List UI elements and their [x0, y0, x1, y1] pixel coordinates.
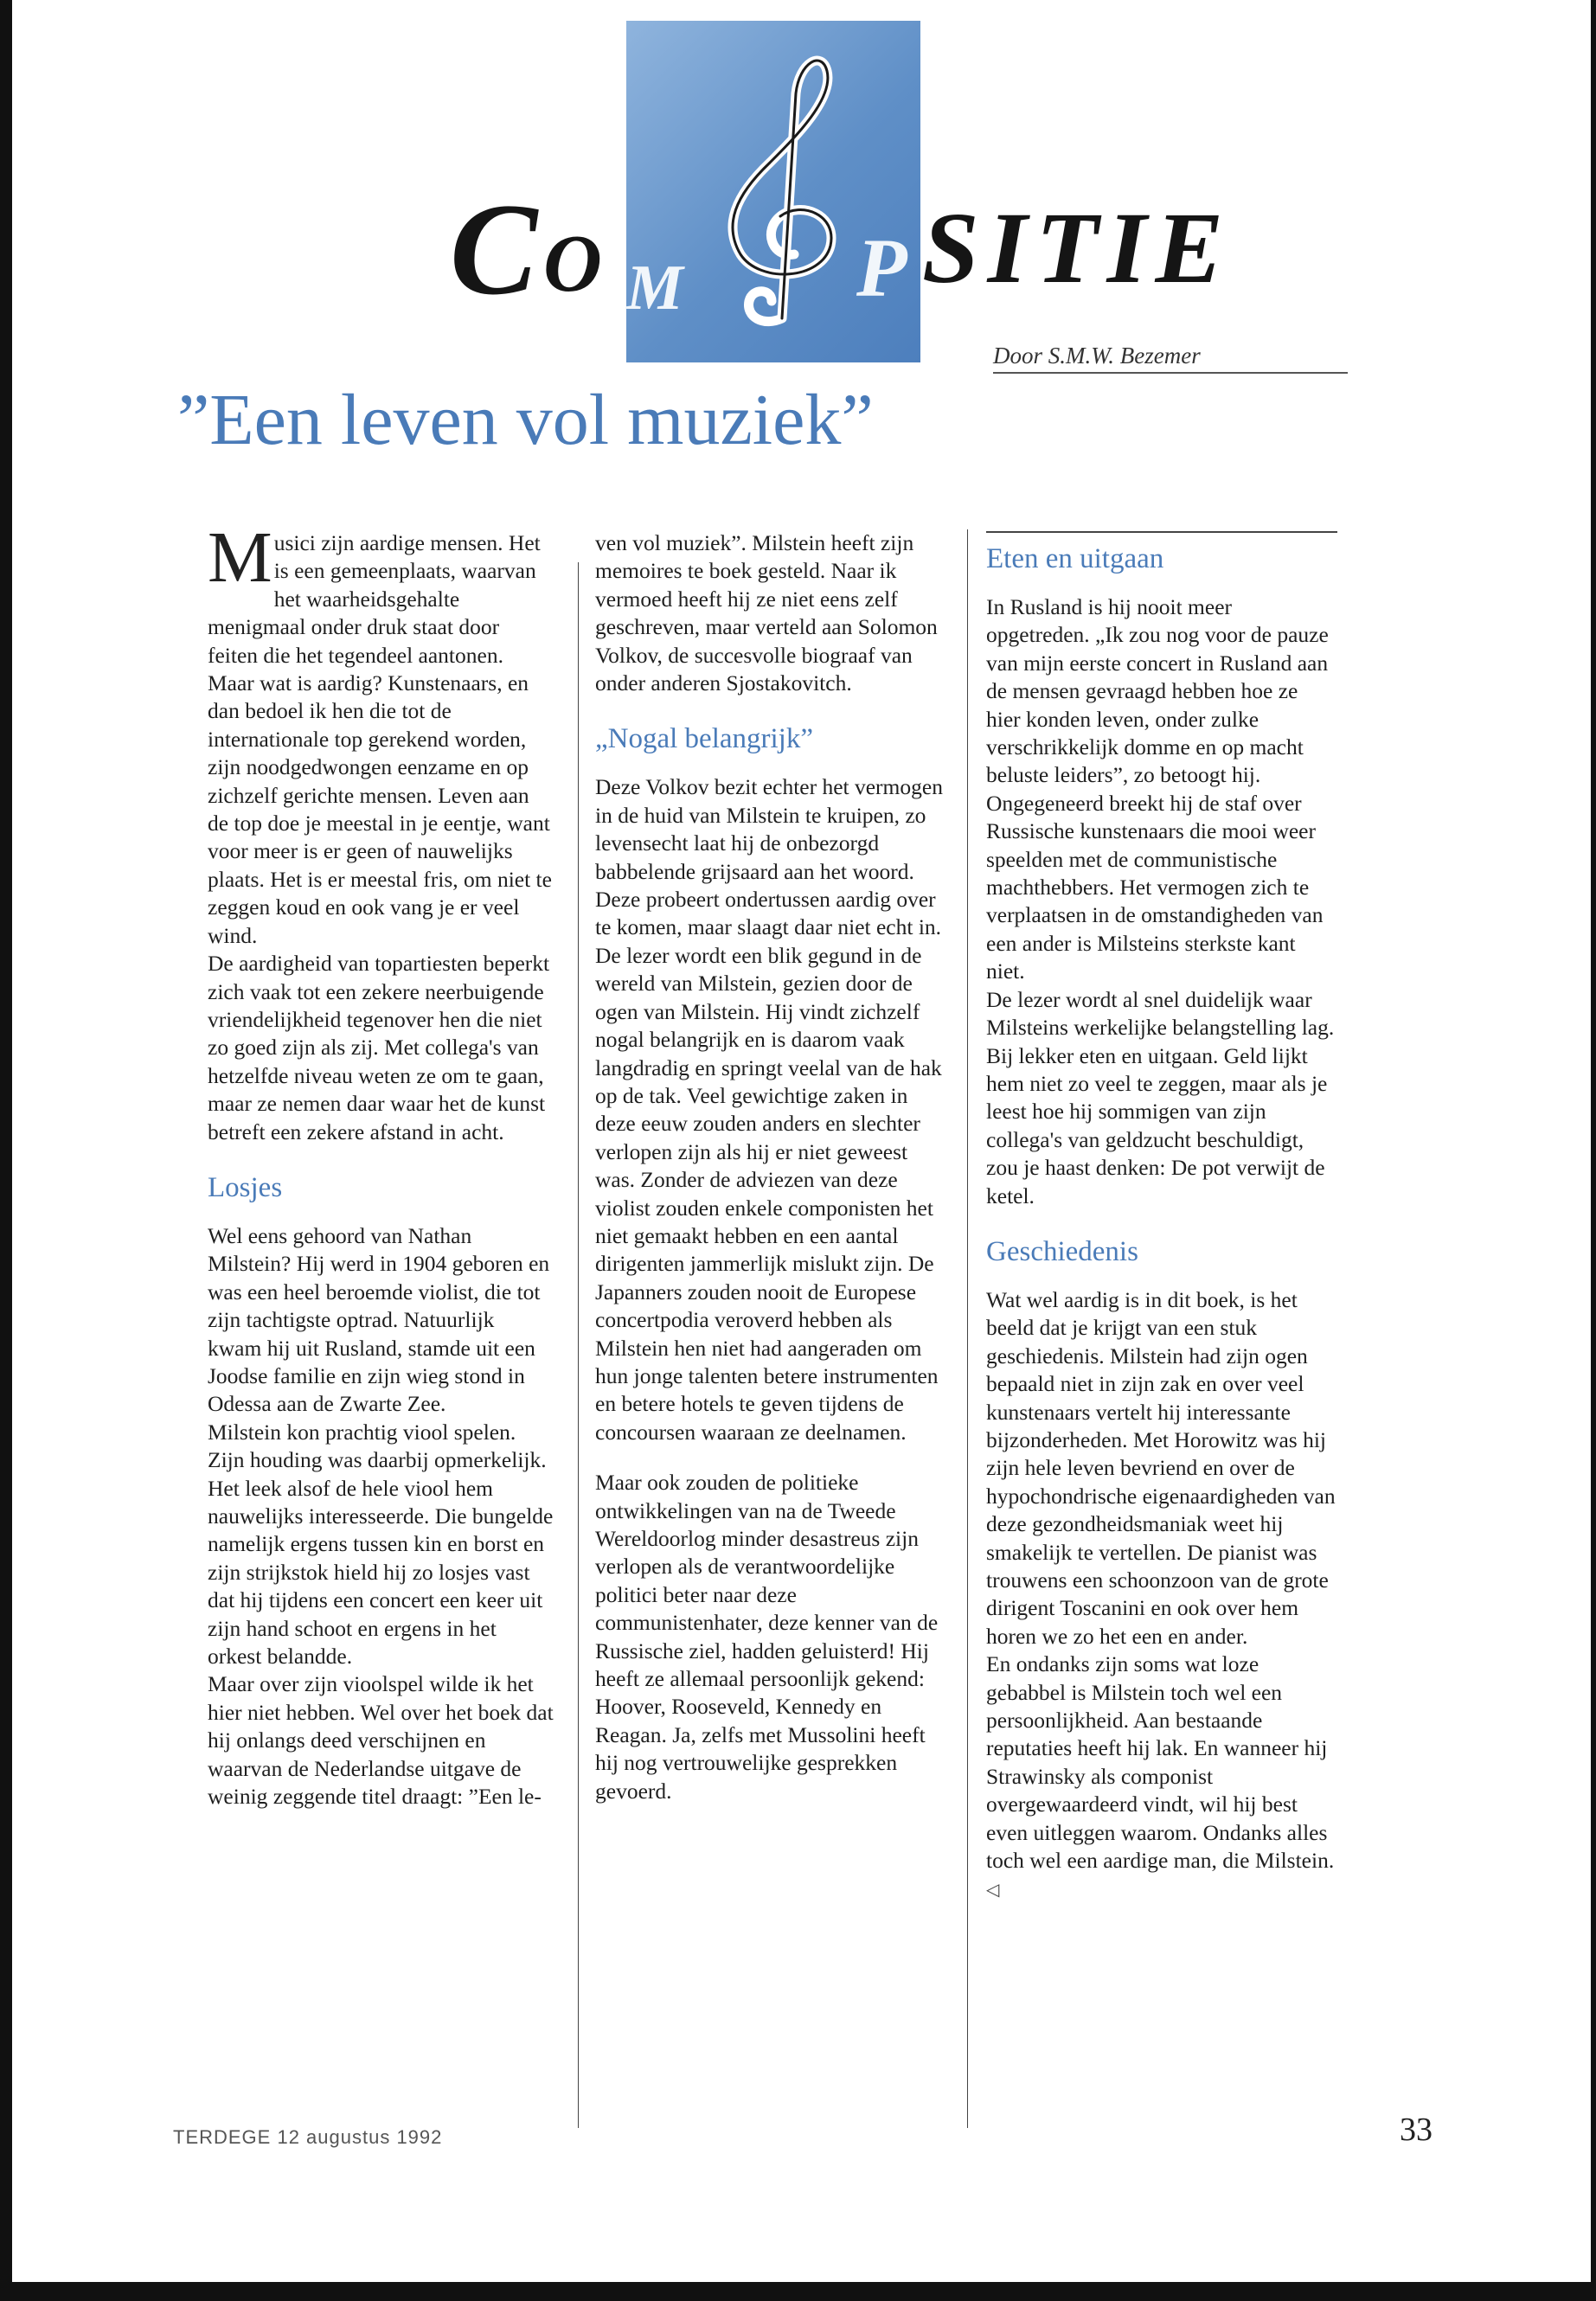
paragraph: Wat wel aardig is in dit boek, is het beeld dat je krijgt van een stuk geschiedenis. Milstein had zijn ogen bepaald niet in zijn zak en over veel kunstenaars vertelt hij interessante bijzonderheden. Met Horowitz was hij zijn hele leven bevriend en over de hypochondrische eigenaardigheden van deze gezondheidsmaniak weet hij smakelijk te vertellen. De pianist was trouwens een schoonzoon van de grote dirigent Toscanini en ook over hem horen we zo het een en ander. — [986, 1286, 1336, 1649]
end-mark-icon: ◁ — [986, 1881, 1000, 1900]
title-letter-m: M — [626, 253, 683, 324]
paragraph: En ondanks zijn soms wat loze gebabbel is Milstein toch wel een persoonlijkheid. Aan bestaande reputaties heeft hij lak. En wanneer hij Strawinsky als componist overgewaardeerd vindt, wil hij best even uitleggen waarom. Ondanks alles toch wel een aardige man, die Milstein. ◁ — [986, 1651, 1335, 1900]
paragraph: In Rusland is hij nooit meer opgetreden. „Ik zou nog voor de pauze van mijn eerste concert in Rusland aan de mensen gevraagd hebben hoe ze hier konden leven, onder zulke verschrikkelijk domme en op macht beluste leiders”, zo betoogt hij. Ongegeneerd breekt hij de staf over Russische kunstenaars die mooi weer speelden met de communistische machthebbers. Het vermogen zich te verplaatsen in de omstandigheden van een ander is Milsteins sterkste kant niet. — [986, 594, 1329, 984]
subheading-eten-en-uitgaan: Eten en uitgaan — [986, 543, 1164, 574]
title-letters-sitie: SITIE — [922, 191, 1233, 304]
paragraph: De aardigheid van topartiesten beperkt zich vaak tot een zekere neerbuigende vriendelijkheid tegenover hen die niet zo goed zijn als zij. Met collega's van hetzelfde niveau weten ze om te gaan, maar ze nemen daar waar het de kunst betreft een zekere afstand in acht. — [208, 951, 550, 1144]
article-column-3 — [986, 529, 1337, 1905]
article-column-1 — [208, 517, 554, 1811]
paragraph: Deze Volkov bezit echter het vermogen in de huid van Milstein te kruipen, zo levensecht laat hij de onbezorgd babbelende grijsaard aan het woord. Deze probeert ondertussen aardig over te komen, maar slaagt daar niet echt in. De lezer wordt een blik gegund in de wereld van Milstein, gezien door de ogen van Milstein. Hij vindt zichzelf nogal belangrijk en is daarom vaak langdradig en springt veelal van de hak op de tak. Veel gewichtige zaken in deze eeuw zouden anders en slechter verlopen zijn als hij er niet geweest was. Zonder de adviezen van deze violist zouden enkele componisten het niet gemaakt hebben en een aantal dirigenten jammerlijk mislukt zijn. De Japanners zouden nooit de Europese concertpodia veroverd hebben als Milstein hen niet had aangeraden om hun jonge talenten betere instrumenten en betere hotels te geven tijdens de concoursen waaraan ze deelnamen. — [595, 774, 943, 1445]
subheading-nogal-belangrijk: „Nogal belangrijk” — [595, 723, 813, 755]
paragraph: De lezer wordt al snel duidelijk waar Milsteins werkelijke belangstelling lag. Bij lekker eten en uitgaan. Geld lijkt hem niet zo veel te zeggen, maar als je leest hoe hij sommigen van zijn collega's van geldzucht beschuldigt, zou je haast denken: De pot verwijt de ketel. — [986, 986, 1335, 1208]
paragraph: Maar ook zouden de politieke ontwikkelingen van na de Tweede Wereldoorlog minder desastreus zijn verlopen als de verantwoordelijke politici beter naar deze communistenhater, deze kenner van de Russische ziel, hadden geluisterd! Hij heeft ze allemaal persoonlijk gekend: Hoover, Rooseveld, Kennedy en Reagan. Ja, zelfs met Mussolini heeft hij nog vertrouwelijke gesprekken gevoerd. — [595, 1470, 939, 1804]
drop-cap: M — [208, 517, 272, 598]
subheading-geschiedenis: Geschiedenis — [986, 1235, 1138, 1267]
paragraph: Maar over zijn vioolspel wilde ik het hier niet hebben. Wel over het boek dat hij onlangs deed verschijnen en waarvan de Nederlandse uitgave de weinig zeggende titel draagt: ”Een le- — [208, 1671, 554, 1810]
byline: Door S.M.W. Bezemer — [993, 343, 1348, 374]
treble-clef-icon — [692, 42, 865, 336]
paragraph: Musici zijn aardige mensen. Het is een gemeenplaats, waarvan het waarheidsgehalte menigmaal onder druk staat door feiten die het tegendeel aantonen. — [208, 517, 541, 668]
title-letter-o: O — [543, 219, 602, 309]
paragraph: Wel eens gehoord van Nathan Milstein? Hij werd in 1904 geboren en was een heel beroemde violist, die tot zijn tachtigste optrad. Natuurlijk kwam hij uit Rusland, stamde uit een Joodse familie en zijn wieg stond in Odessa aan de Zwarte Zee. — [208, 1222, 550, 1417]
publication-footer: TERDEGE 12 augustus 1992 — [173, 2126, 443, 2148]
scan-edge-left — [0, 0, 12, 2301]
scan-edge-bottom — [0, 2282, 1596, 2301]
subheading-losjes: Losjes — [208, 1171, 283, 1203]
page-number: 33 — [1400, 2112, 1433, 2148]
column-divider-2 — [967, 529, 968, 2128]
paragraph: ven vol muziek”. Milstein heeft zijn memoires te boek gesteld. Naar ik vermoed heeft hij ze niet eens zelf geschreven, maar verteld aan Solomon Volkov, de succesvolle biograaf van onder anderen Sjostakovitch. — [595, 530, 938, 696]
column-divider-1 — [578, 562, 579, 2128]
title-letter-p: P — [856, 221, 907, 314]
title-letter-c: C — [450, 176, 538, 322]
scan-edge-right — [1591, 0, 1596, 2301]
article-headline: ”Een leven vol muziek” — [177, 380, 874, 460]
article-column-2 — [595, 529, 952, 1805]
paragraph: Maar wat is aardig? Kunstenaars, en dan bedoel ik hen die tot de internationale top gerekend worden, zijn noodgedwongen eenzame en op zichzelf gerichte mensen. Leven aan de top doe je meestal in je eentje, want voor meer is er geen of nauwelijks plaats. Het is er meestal fris, om niet te zeggen koud en ook vang je er veel wind. — [208, 670, 552, 948]
paragraph: Milstein kon prachtig viool spelen. Zijn houding was daarbij opmerkelijk. Het leek alsof de hele viool hem nauwelijks interesseerde. Die bungelde namelijk ergens tussen kin en borst en zijn strijkstok hield hij zo losjes vast dat hij tijdens een concert een keer uit zijn hand schoot en ergens in het orkest belandde. — [208, 1419, 554, 1670]
